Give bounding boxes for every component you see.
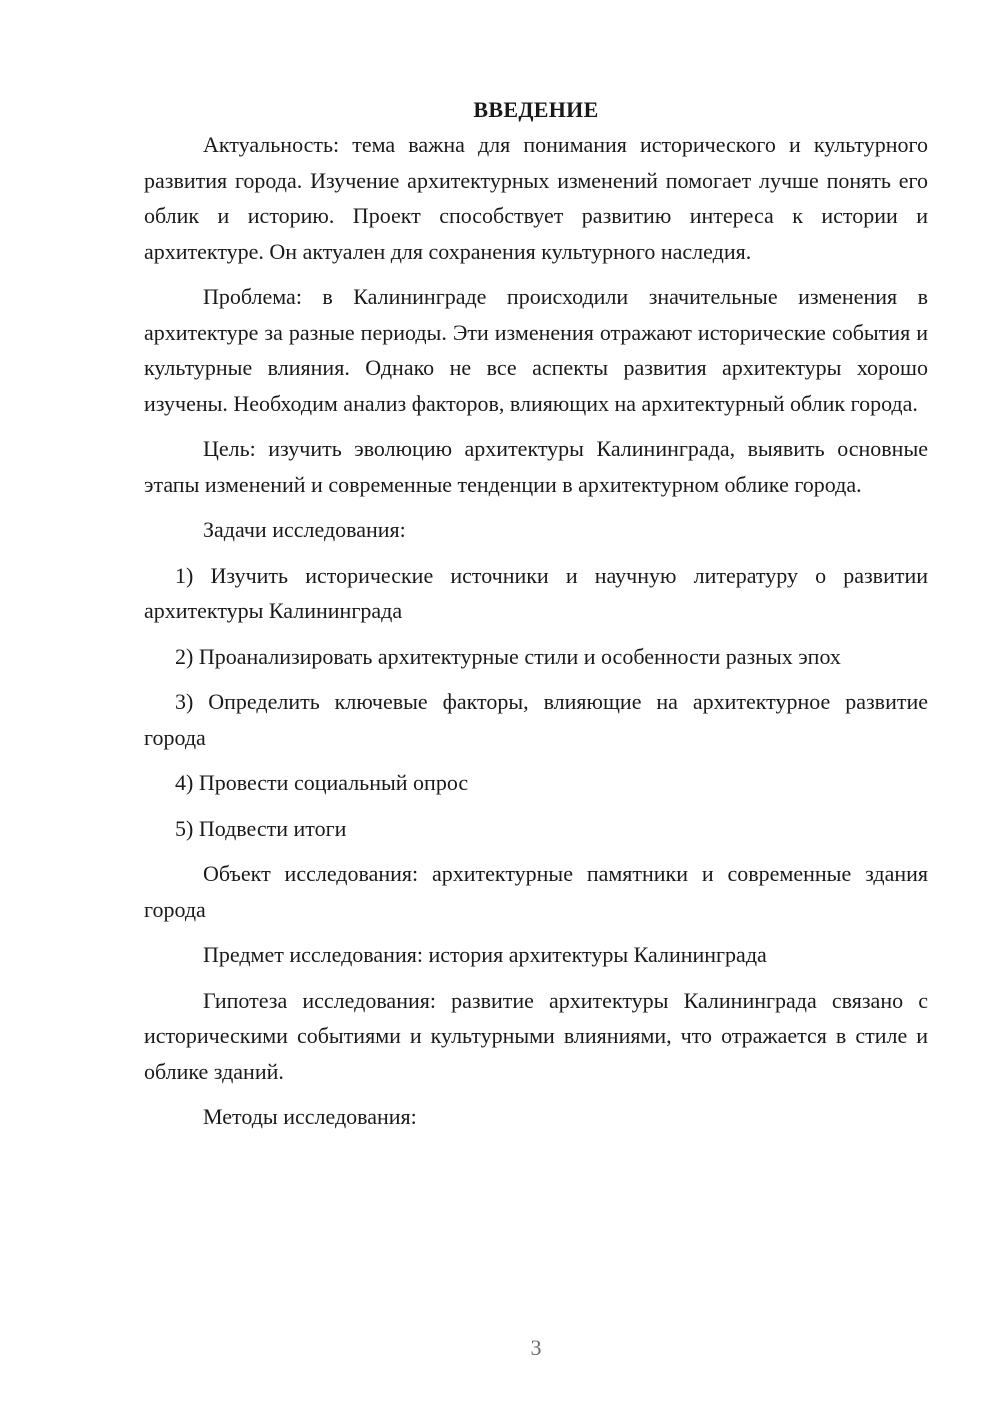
task-item-4: 4) Провести социальный опрос <box>175 770 469 795</box>
section-title: ВВЕДЕНИЕ <box>473 97 599 122</box>
task-item-5: 5) Подвести итоги <box>175 815 347 841</box>
task-item-2: 2) Проанализировать архитектурные стили и особенности разных эпох <box>175 643 841 669</box>
task-item-3: 3) Определить ключевые факторы, влияющие на архитектурное развитие города <box>144 689 928 750</box>
goal-paragraph: Цель: изучить эволюцию архитектуры Калининграда, выявить основные этапы изменений и современные тенденции в архитектурном облике города. <box>144 436 928 497</box>
task-item-1: 1) Изучить исторические источники и научную литературу о развитии архитектуры Калининграда <box>144 562 928 623</box>
subject-paragraph: Предмет исследования: история архитектуры Калининграда <box>203 942 767 967</box>
page-content <box>144 93 928 1145</box>
page-number: 3 <box>530 1335 542 1360</box>
problem-paragraph: Проблема: в Калининграде происходили значительные изменения в архитектуре за разные периоды. Эти изменения отражают исторические события и культурные влияния. Однако не все аспекты развития архитектуры хорошо изучены. Необходим анализ факторов, влияющих на архитектурный облик города. <box>144 284 928 416</box>
tasks-heading: Задачи исследования: <box>203 517 406 542</box>
methods-heading: Методы исследования: <box>203 1104 417 1129</box>
hypothesis-paragraph: Гипотеза исследования: развитие архитектуры Калининграда связано с историческими событиями и культурными влияниями, что отражается в стиле и облике зданий. <box>144 987 928 1084</box>
relevance-paragraph: Актуальность: тема важна для понимания исторического и культурного развития города. Изучение архитектурных изменений помогает лучше понять его облик и историю. Проект способствует развитию интереса к истории и архитектуре. Он актуален для сохранения культурного наследия. <box>144 132 928 264</box>
object-paragraph: Объект исследования: архитектурные памятники и современные здания города <box>144 861 928 922</box>
